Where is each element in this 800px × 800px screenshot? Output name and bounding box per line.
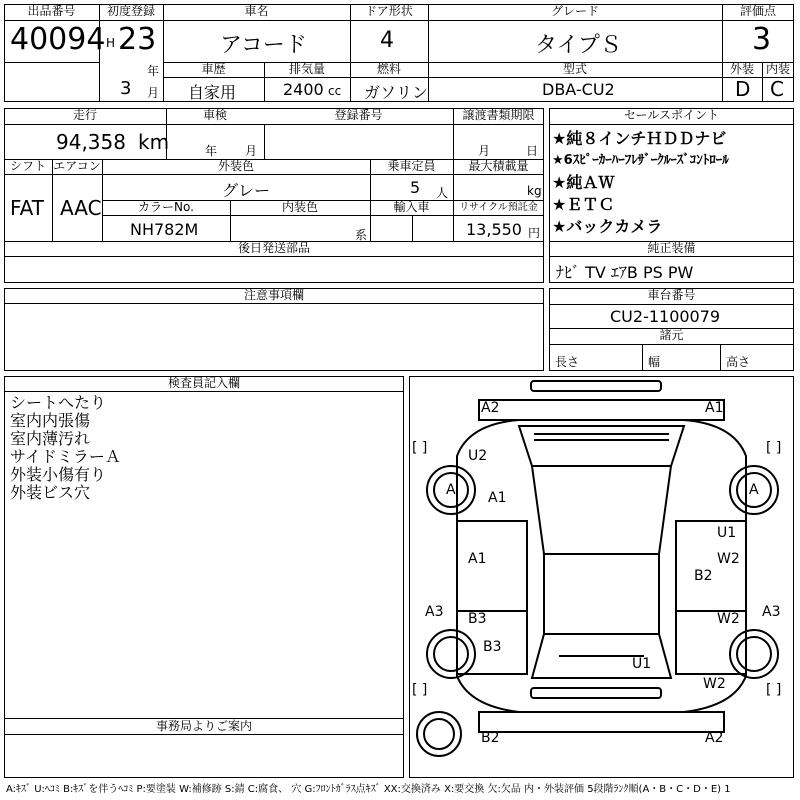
ac-value: AAC xyxy=(60,196,102,220)
reg-no-label: 登録番号 xyxy=(334,108,383,122)
door-label: ドア形状 xyxy=(365,4,413,18)
displacement-unit: cc xyxy=(328,84,342,98)
grade-value: タイプＳ xyxy=(535,33,622,58)
fuel-label: 燃料 xyxy=(376,62,401,76)
year-unit: 年 xyxy=(147,64,160,78)
mark-a2-rear-bumper: A2 xyxy=(705,730,724,746)
dims-width: 幅 xyxy=(648,355,661,369)
color-no-label: カラーNo. xyxy=(138,200,194,214)
first-reg-label: 初度登録 xyxy=(106,4,155,18)
mark-a2-top-left: A2 xyxy=(481,400,500,416)
transfer-day-unit: 日 xyxy=(526,144,539,158)
spec-block xyxy=(4,108,544,242)
car-name: アコード xyxy=(220,33,307,58)
fuel-value: ガソリン xyxy=(364,83,429,102)
mark-a1-left: A1 xyxy=(488,490,507,506)
mark-u1-right-door: U1 xyxy=(717,525,737,541)
recycle-value: 13,550 xyxy=(466,220,522,239)
capacity-unit: 人 xyxy=(436,186,449,200)
ext-label: 外装 xyxy=(729,62,754,76)
transfer-month-unit: 月 xyxy=(478,144,491,158)
capacity-value: 5 xyxy=(410,178,421,197)
color-label: 外装色 xyxy=(217,159,254,173)
mark-u2: U2 xyxy=(468,448,488,464)
mark-b2-center-right: B2 xyxy=(694,568,713,584)
bracket-rear-left: [ ] xyxy=(412,682,428,698)
name-label: 車名 xyxy=(244,4,269,18)
grade-label: グレード xyxy=(550,4,599,18)
inspector-line-4: サイドミラーＡ xyxy=(10,447,121,466)
bracket-rear-right: [ ] xyxy=(766,682,782,698)
transfer-label: 譲渡書類期限 xyxy=(462,108,535,122)
mark-w2-right-rear-door: W2 xyxy=(717,611,740,627)
inspection-label: 車検 xyxy=(202,108,227,122)
mark-u1-trunk: U1 xyxy=(632,656,652,672)
sales-point-1: ★純８インチＨＤＤナビ xyxy=(552,129,727,148)
shift-value: FAT xyxy=(10,196,45,220)
score-label: 評価点 xyxy=(739,4,776,18)
equipment-value: ﾅﾋﾞ TV ｴｱB PS PW xyxy=(556,263,694,282)
sales-point-4: ★ＥＴＣ xyxy=(552,195,615,214)
score-value: 3 xyxy=(752,22,772,57)
month-unit: 月 xyxy=(147,86,160,100)
sales-point-2: ★6ｽﾋﾟｰｶｰﾊｰﾌﾚｻﾞｰｸﾙｰｽﾞｺﾝﾄﾛｰﾙ xyxy=(552,153,729,168)
car-diagram xyxy=(409,376,794,778)
inspector-line-2: 室内内張傷 xyxy=(10,411,91,430)
sales-points-label: セールスポイント xyxy=(624,108,719,122)
mileage-value: 94,358 xyxy=(56,130,126,154)
office-label: 事務局よりご案内 xyxy=(155,719,252,733)
mark-b2-rear-bumper: B2 xyxy=(481,730,500,746)
mark-a3-right: A3 xyxy=(762,604,781,620)
mark-a1-left-door: A1 xyxy=(468,551,487,567)
reg-month: 3 xyxy=(120,78,132,99)
import-label: 輸入車 xyxy=(393,200,430,214)
bracket-front-left: [ ] xyxy=(412,440,428,456)
bracket-front-right: [ ] xyxy=(766,440,782,456)
capacity-label: 乗車定員 xyxy=(387,159,436,173)
color-no-value: NH782M xyxy=(130,220,199,239)
color-value: グレー xyxy=(222,181,271,200)
equipment-label: 純正装備 xyxy=(647,241,696,255)
int-label: 内装 xyxy=(765,62,790,76)
load-unit: kg xyxy=(527,184,542,198)
mark-b3-left-rear-door: B3 xyxy=(468,611,487,627)
model-label: 型式 xyxy=(562,62,587,76)
interior-color-unit: 系 xyxy=(355,228,368,242)
dims-label: 諸元 xyxy=(659,328,684,342)
model-value: DBA-CU2 xyxy=(542,80,615,99)
mark-a-front-left-wheel: A xyxy=(446,482,456,498)
insp-year-unit: 年 xyxy=(205,144,218,158)
mark-w2-rear-right: W2 xyxy=(703,676,726,692)
reg-year: 23 xyxy=(118,22,157,57)
mileage-label: 走行 xyxy=(72,108,97,122)
chassis-value: CU2-1100079 xyxy=(610,307,721,326)
sales-point-5: ★バックカメラ xyxy=(552,217,663,236)
mark-w2-right-door: W2 xyxy=(717,551,740,567)
inspector-line-6: 外装ビス穴 xyxy=(10,483,91,502)
interior-color-label: 内装色 xyxy=(281,200,318,214)
history-label: 車歴 xyxy=(201,62,226,76)
era: H xyxy=(106,36,116,50)
inspector-line-1: シートへたり xyxy=(10,393,107,412)
lot-number: 40094 xyxy=(10,22,106,57)
later-parts-label: 後日発送部品 xyxy=(237,241,310,255)
recycle-unit: 円 xyxy=(528,226,541,240)
mark-a-front-right-wheel: A xyxy=(749,482,759,498)
mileage-unit: km xyxy=(138,130,170,154)
recycle-label: リサイクル預託金 xyxy=(459,202,538,213)
door-value: 4 xyxy=(380,28,394,53)
mark-b3-rear-left: B3 xyxy=(483,639,502,655)
sales-point-3: ★純ＡＷ xyxy=(552,173,615,192)
legend-text: A:ｷｽﾞ U:ﾍｺﾐ B:ｷｽﾞを伴うﾍｺﾐ P:要塗装 W:補修跡 S:錆 C:腐食、 穴 G:ﾌﾛﾝﾄｶﾞﾗｽ点ｷｽﾞ XX:交換済み X:要交換 欠:欠品 内・外装評価 5段階ﾗﾝｸ順(A・B・C・D・E) 1 xyxy=(6,784,731,795)
inspector-line-3: 室内薄汚れ xyxy=(10,429,91,448)
load-label: 最大積載量 xyxy=(468,159,529,173)
notes-label: 注意事項欄 xyxy=(243,288,304,302)
shift-label: シフト xyxy=(9,159,46,173)
displacement-label: 排気量 xyxy=(288,62,325,76)
inspector-line-5: 外装小傷有り xyxy=(10,465,107,484)
history-value: 自家用 xyxy=(188,83,237,102)
ext-value: D xyxy=(735,77,751,101)
mark-a1-top-right: A1 xyxy=(705,400,724,416)
dims-length: 長さ xyxy=(555,355,580,369)
dims-height: 高さ xyxy=(726,355,751,369)
inspector-label: 検査員記入欄 xyxy=(167,376,240,390)
int-value: C xyxy=(770,77,784,101)
displacement-value: 2400 xyxy=(283,80,324,99)
ac-label: エアコン xyxy=(53,159,101,173)
mark-a3-left: A3 xyxy=(425,604,444,620)
insp-month-unit: 月 xyxy=(245,144,258,158)
chassis-label: 車台番号 xyxy=(647,288,696,302)
lot-label: 出品番号 xyxy=(27,4,76,18)
